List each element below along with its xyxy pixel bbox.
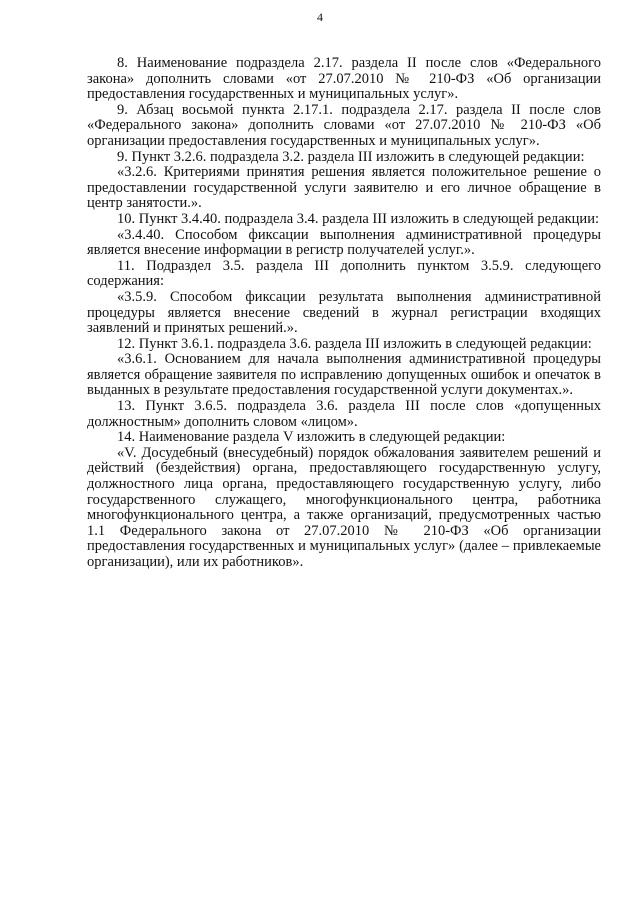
quote-3-2-6: «3.2.6. Критериями принятия решения является положительное решение о предоставлении государственной услуги заявителю и его личное обращение в центр занятости.». [87, 164, 601, 212]
quote-3-5-9: «3.5.9. Способом фиксации результата выполнения административной процедуры является внесение сведений в журнал регистрации входящих заявлений и принятых решений.». [87, 288, 601, 337]
paragraph-11-subsection-3-5: 11. Подраздел 3.5. раздела III дополнить пунктом 3.5.9. следующего содержания: [87, 257, 601, 290]
quote-3-4-40: «3.4.40. Способом фиксации выполнения административной процедуры является внесение информации в регистр получателей услуг.». [87, 226, 601, 259]
paragraph-8-heading-2-17: 8. Наименование подраздела 2.17. раздела II после слов «Федерального закона» дополнить словами «от 27.07.2010 № 210-ФЗ «Об организации предоставления государственных и муниципальных услуг». [87, 55, 601, 103]
paragraph-9-item-3-2-6: 9. Пункт 3.2.6. подраздела 3.2. раздела III изложить в следующей редакции: [117, 148, 585, 165]
page-number: 4 [317, 10, 323, 24]
paragraph-9-item-2-17-1: 9. Абзац восьмой пункта 2.17.1. подраздела 2.17. раздела II после слов «Федерального закона» дополнить словами «от 27.07.2010 № 210-ФЗ «Об организации предоставления государственных и муниципальных услуг». [87, 101, 601, 149]
paragraph-14-section-v: 14. Наименование раздела V изложить в следующей редакции: [117, 429, 506, 446]
document-body [87, 56, 601, 571]
paragraph-13-item-3-6-5: 13. Пункт 3.6.5. подраздела 3.6. раздела III после слов «допущенных должностным» дополнить словом «лицом». [87, 398, 601, 430]
quote-section-v: «V. Досудебный (внесудебный) порядок обжалования заявителем решений и действий (бездействия) органа, предоставляющего государственную услугу, должностного лица органа, предоставляющего государственную услугу, либо государственного служащего, многофункционального центра, работника многофункционального центра, а также организаций, предусмотренных частью 1.1 Федерального закона от 27.07.2010 № 210-ФЗ «Об организации предоставления государственных и муниципальных услуг» (далее – привлекаемые организации), или их работников». [87, 444, 601, 570]
paragraph-12-item-3-6-1: 12. Пункт 3.6.1. подраздела 3.6. раздела III изложить в следующей редакции: [117, 335, 592, 352]
paragraph-10-item-3-4-40: 10. Пункт 3.4.40. подраздела 3.4. раздела III изложить в следующей редакции: [117, 210, 599, 227]
quote-3-6-1: «3.6.1. Основанием для начала выполнения административной процедуры является обращение заявителя по исправлению допущенных ошибок и опечаток в выданных в результате предоставления государственной услуги документах.». [87, 351, 601, 399]
